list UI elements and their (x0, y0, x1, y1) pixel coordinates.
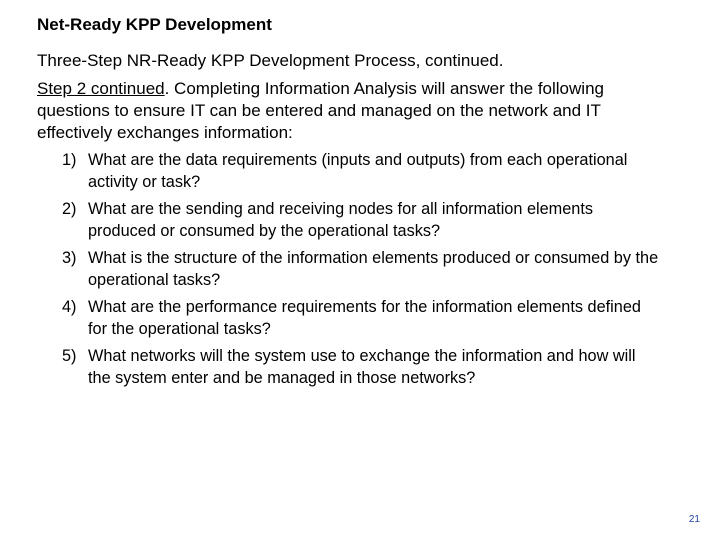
question-text: What are the sending and receiving nodes for all information elements produced or consumed by the operational tasks? (88, 200, 594, 240)
slide-subtitle: Three-Step NR-Ready KPP Development Process, continued. (37, 51, 504, 70)
question-item-3 (62, 247, 662, 291)
question-number: 1) (62, 151, 77, 169)
question-number: 3) (62, 249, 77, 267)
page-number: 21 (688, 514, 700, 525)
question-text: What networks will the system use to exchange the information and how will the system enter and be managed in those networks? (88, 347, 636, 387)
question-text: What is the structure of the information elements produced or consumed by the operational tasks? (88, 249, 659, 289)
question-text: What are the data requirements (inputs and outputs) from each operational activity or task? (88, 151, 628, 191)
question-item-1 (62, 149, 662, 193)
question-number: 5) (62, 347, 77, 365)
step-2-continued-label: Step 2 continued (37, 79, 165, 98)
question-item-2 (62, 198, 662, 242)
question-list (62, 149, 662, 389)
question-number: 2) (62, 200, 77, 218)
intro-text: . Completing Information Analysis will answer the following questions to ensure IT can be entered and managed on the network and IT effectively exchanges information: (37, 79, 604, 142)
question-item-4 (62, 296, 662, 340)
intro-paragraph (37, 78, 677, 144)
question-item-5 (62, 345, 662, 389)
question-text: What are the performance requirements for the information elements defined for the operational tasks? (88, 298, 641, 338)
question-number: 4) (62, 298, 77, 316)
slide-title: Net-Ready KPP Development (37, 15, 272, 34)
